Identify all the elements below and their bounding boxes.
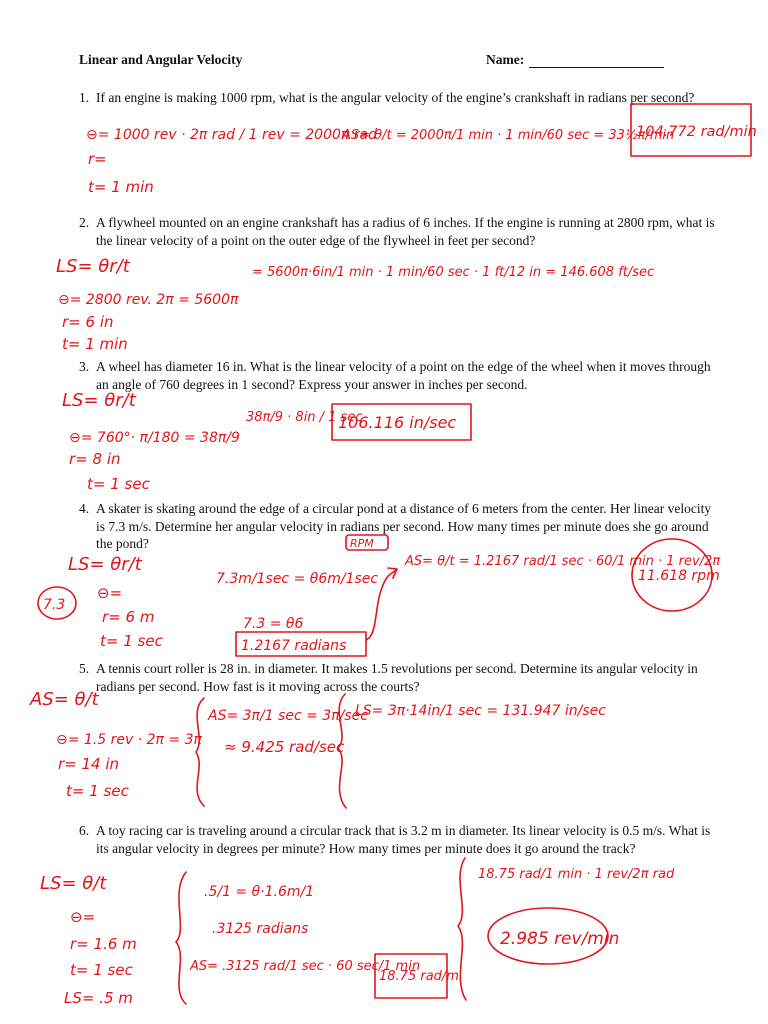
question-text: A tennis court roller is 28 in. in diameter. It makes 1.5 revolutions per second. Determine its angular velocity in radians per second. How fast is it moving across the courts? xyxy=(96,661,698,694)
q5-linear-speed: LS= 3π·14in/1 sec = 131.947 in/sec xyxy=(355,703,606,719)
question-number: 5. xyxy=(79,661,90,676)
q1-angular-speed: AS= θ/t = 2000π/1 min · 1 min/60 sec = 33½π/min xyxy=(342,128,675,143)
q1-theta: ⊖= 1000 rev · 2π rad / 1 rev = 2000π rad xyxy=(86,127,377,143)
q4-answer: 11.618 rpm xyxy=(638,568,720,584)
q6-equation-2: .3125 radians xyxy=(212,921,309,937)
q6-t: t= 1 sec xyxy=(70,961,133,979)
q3-calculation: 38π/9 · 8in / 1 sec xyxy=(246,410,363,425)
q6-equation-1: .5/1 = θ·1.6m/1 xyxy=(204,884,315,900)
q2-formula: LS= θr/t xyxy=(56,256,130,277)
q1-r: r= xyxy=(88,150,107,168)
question-text: A skater is skating around the edge of a circular pond at a distance of 6 meters from the center. Her linear velocity is 7.3 m/s. Determine her angular velocity in radians per second. How many times per minute does she go around the pond? xyxy=(96,501,712,551)
name-label: Name: xyxy=(486,52,525,67)
q3-r: r= 8 in xyxy=(69,450,121,468)
q4-theta: ⊖= xyxy=(97,584,123,602)
q6-angular-speed: AS= .3125 rad/1 sec · 60 sec/1 min xyxy=(190,959,421,974)
q5-r: r= 14 in xyxy=(58,755,120,773)
question-number: 1. xyxy=(79,90,90,105)
worksheet-title: Linear and Angular Velocity xyxy=(79,52,243,67)
q6-brace-right xyxy=(458,858,466,1000)
q5-formula: AS= θ/t xyxy=(30,689,99,710)
q6-ls: LS= .5 m xyxy=(64,989,133,1007)
q4-equation-2: 7.3 = θ6 xyxy=(243,616,304,632)
q2-r: r= 6 in xyxy=(62,313,114,331)
q3-t: t= 1 sec xyxy=(87,475,150,493)
q6-revolutions: 18.75 rad/1 min · 1 rev/2π rad xyxy=(478,867,675,882)
q5-brace-left xyxy=(196,698,204,806)
q3-answer: 106.116 in/sec xyxy=(338,413,457,432)
q2-t: t= 1 min xyxy=(62,335,128,353)
q5-theta: ⊖= 1.5 rev · 2π = 3π xyxy=(56,732,202,748)
question-text: If an engine is making 1000 rpm, what is the angular velocity of the engine’s crankshaft in radians per second? xyxy=(96,90,695,105)
q3-formula: LS= θr/t xyxy=(62,390,136,411)
q4-formula: LS= θr/t xyxy=(68,554,142,575)
q6-answer: 2.985 rev/min xyxy=(500,929,620,949)
q3-theta: ⊖= 760°· π/180 = 38π/9 xyxy=(69,430,240,446)
q5-t: t= 1 sec xyxy=(66,782,129,800)
q1-answer: 104.772 rad/min xyxy=(636,124,757,140)
q4-angular-speed: AS= θ/t = 1.2167 rad/1 sec · 60/1 min · 1 rev/2π xyxy=(405,554,721,569)
q5-approx: ≈ 9.425 rad/sec xyxy=(224,738,345,756)
q2-theta: ⊖= 2800 rev. 2π = 5600π xyxy=(58,292,239,308)
q1-t: t= 1 min xyxy=(88,178,154,196)
q4-t: t= 1 sec xyxy=(100,632,163,650)
question-number: 3. xyxy=(79,359,90,374)
q4-ls-value: 7.3 xyxy=(43,597,66,613)
question-number: 6. xyxy=(79,823,90,838)
question-number: 4. xyxy=(79,501,90,516)
q6-r: r= 1.6 m xyxy=(70,935,137,953)
q6-theta: ⊖= xyxy=(70,908,96,926)
q2-calculation: = 5600π·6in/1 min · 1 min/60 sec · 1 ft/12 in = 146.608 ft/sec xyxy=(252,265,655,280)
q6-brace-left xyxy=(176,872,186,1004)
q6-formula: LS= θ/t xyxy=(40,873,107,894)
question-number: 2. xyxy=(79,215,90,230)
q4-r: r= 6 m xyxy=(102,608,155,626)
q6-as-answer: 18.75 rad/m xyxy=(379,969,459,984)
q4-rpm-note: RPM xyxy=(350,537,374,550)
q4-equation-1: 7.3m/1sec = θ6m/1sec xyxy=(216,571,379,587)
q5-angular-speed: AS= 3π/1 sec = 3π/sec xyxy=(208,708,368,724)
q4-radians: 1.2167 radians xyxy=(241,638,347,654)
question-text: A wheel has diameter 16 in. What is the linear velocity of a point on the edge of the wheel when it moves through an angle of 760 degrees in 1 second? Express your answer in inches per second. xyxy=(96,359,711,392)
question-text: A toy racing car is traveling around a circular track that is 3.2 m in diameter. Its linear velocity is 0.5 m/s. What is its angular velocity in degrees per minute? How many times per minute does it go around the track? xyxy=(96,823,711,856)
question-text: A flywheel mounted on an engine crankshaft has a radius of 6 inches. If the engine is running at 2800 rpm, what is the linear velocity of a point on the outer edge of the flywheel in feet per second? xyxy=(96,215,715,248)
